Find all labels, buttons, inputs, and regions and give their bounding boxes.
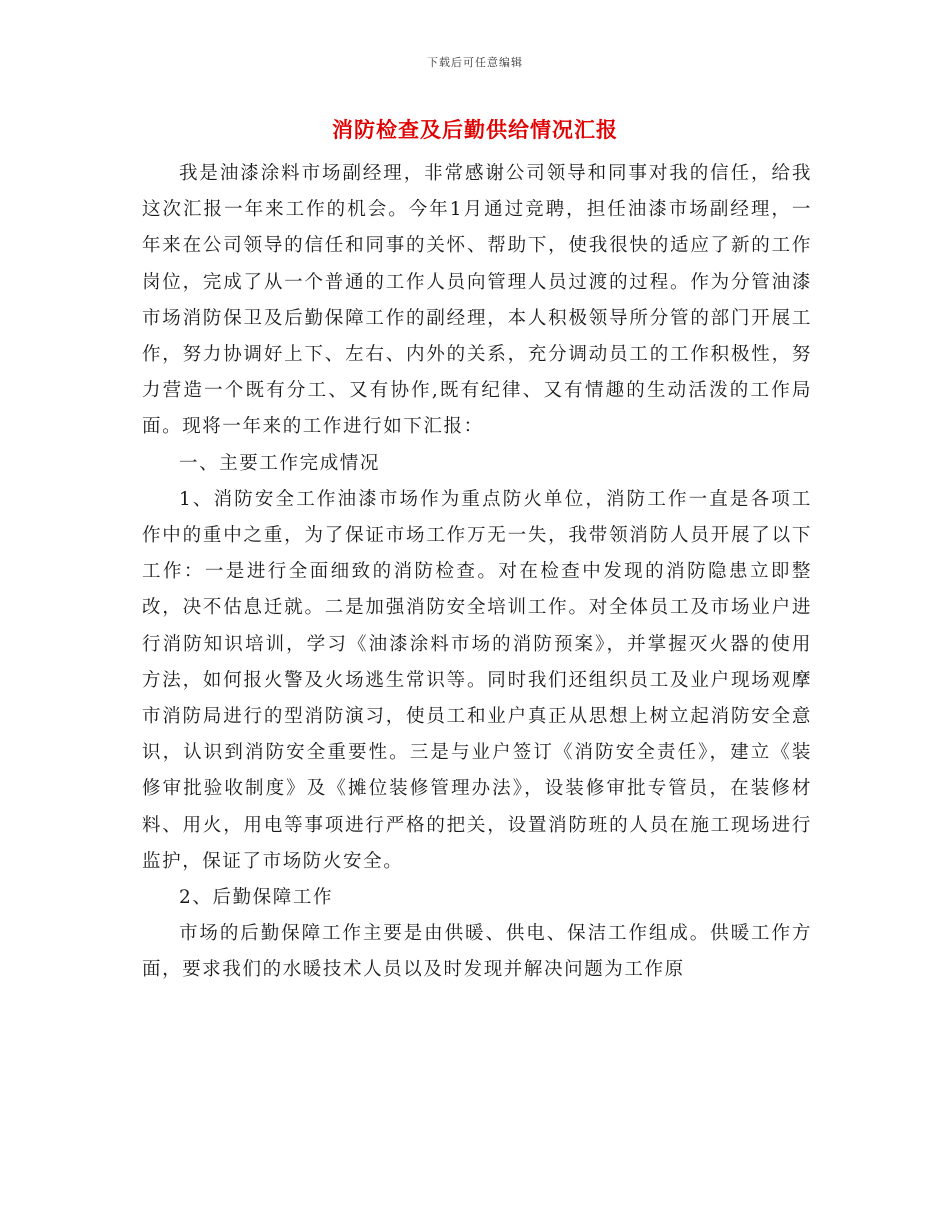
header-note: 下载后可任意编辑 xyxy=(427,56,523,69)
document-title: 消防检查及后勤供给情况汇报 xyxy=(332,117,618,142)
document-body xyxy=(142,156,812,989)
section-heading-logistics: 2、后勤保障工作 xyxy=(179,887,334,909)
paragraph-fire-safety: 1、消防安全工作油漆市场作为重点防火单位，消防工作一直是各项工作中的重中之重，为了保证市场工作万无一失，我带领消防人员开展了以下工作：一是进行全面细致的消防检查。对在检查中发现的消防隐患立即整改，决不估息迁就。二是加强消防安全培训工作。对全体员工及市场业户进行消防知识培训，学习《油漆涂料市场的消防预案》，并掌握灭火器的使用方法，如何报火警及火场逃生常识等。同时我们还组织员工及业户现场观摩市消防局进行的型消防演习，使员工和业户真正从思想上树立起消防安全意识，认识到消防安全重要性。三是与业户签订《消防安全责任》，建立《装修审批验收制度》及《摊位装修管理办法》，设装修审批专管员，在装修材料、用火，用电等事项进行严格的把关，设置消防班的人员在施工现场进行监护，保证了市场防火安全。 xyxy=(142,488,812,872)
paragraph-logistics: 市场的后勤保障工作主要是由供暖、供电、保洁工作组成。供暖工作方面，要求我们的水暖技术人员以及时发现并解决问题为工作原 xyxy=(142,923,812,981)
paragraph-intro: 我是油漆涂料市场副经理，非常感谢公司领导和同事对我的信任，给我这次汇报一年来工作的机会。今年1月通过竞聘，担任油漆市场副经理，一年来在公司领导的信任和同事的关怀、帮助下，使我很快的适应了新的工作岗位，完成了从一个普通的工作人员向管理人员过渡的过程。作为分管油漆市场消防保卫及后勤保障工作的副经理，本人积极领导所分管的部门开展工作，努力协调好上下、左右、内外的关系，充分调动员工的工作积极性，努力营造一个既有分工、又有协作,既有纪律、又有情趣的生动活泼的工作局面。现将一年来的工作进行如下汇报： xyxy=(142,163,812,438)
section-heading-main-work: 一、主要工作完成情况 xyxy=(179,452,381,474)
